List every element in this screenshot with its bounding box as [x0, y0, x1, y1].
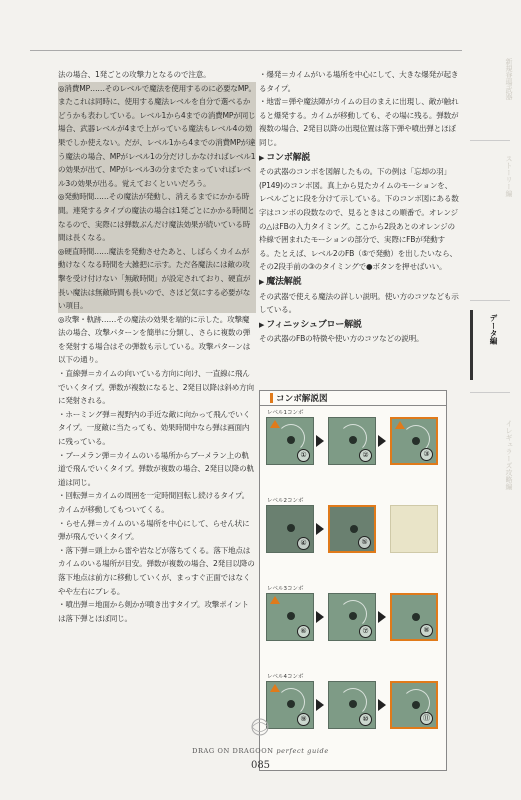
character-figure [349, 700, 357, 708]
combo-screenshot [266, 593, 314, 641]
paragraph-stiffness-time: ◎硬直時間……魔法を発動させたあと、しばらくカイムが動けなくなる時間を大雑把に示す。ただ各魔法には敵の攻撃を受け付けない「無敵時間」が設定されており、硬直が長い魔法は無敵時間も長いので、さほど気にする必要がない項目。 [58, 245, 256, 313]
arrow-right-icon [316, 699, 324, 711]
paragraph-attack: ◎攻撃・軌跡……その魔法の効果を端的に示した。攻撃魔法の場合、攻撃パターンを簡単に分類し、さらに複数の弾を発射する場合はその弾数も示している。攻撃パターンは以下の通り。 [58, 314, 251, 365]
step-number: ⑩ [359, 713, 372, 726]
footer-title-main: DRAG ON DRAGOON [192, 747, 274, 755]
section-heading [259, 319, 459, 333]
arrow-right-icon [378, 699, 386, 711]
sidebar-tab-irregulars: イレギュラーズ攻略編 [505, 420, 513, 490]
empty-slot [390, 505, 438, 553]
character-figure [287, 436, 295, 444]
warning-triangle-icon [270, 596, 280, 604]
step-number: ⑤ [358, 536, 371, 549]
combo-screenshot [390, 593, 438, 641]
list-item: ・爆発＝カイムがいる場所を中心にして、大きな爆発が起きるタイプ。 [259, 70, 459, 93]
warning-triangle-icon [395, 421, 405, 429]
triangle-icon: ▶ [259, 320, 265, 329]
sidebar-divider [470, 140, 510, 141]
section-body: その武器のFBの特徴や使い方のコツなどの説明。 [259, 334, 424, 344]
left-column [58, 68, 256, 625]
footer-book-title [0, 747, 521, 755]
paragraph: 法の場合、1発ごとの攻撃力となるので注意。 [58, 70, 211, 79]
list-item: ・回転弾＝カイムの周囲を一定時間回転し続けるタイプ。カイムが移動してもついてくる。 [58, 491, 250, 514]
character-figure [287, 524, 295, 532]
triangle-icon: ▶ [259, 153, 265, 162]
arrow-right-icon [378, 435, 386, 447]
warning-triangle-icon [270, 684, 280, 692]
triangle-icon: ▶ [259, 277, 265, 286]
combo-screenshot [328, 593, 376, 641]
list-item: ・らせん弾＝カイムのいる場所を中心にして、らせん状に弾が飛んでいくタイプ。 [58, 518, 250, 542]
character-figure [349, 436, 357, 444]
combo-screenshot [266, 417, 314, 465]
step-number: ② [359, 449, 372, 462]
paragraph-mp: ◎消費MP……そのレベルで魔法を使用するのに必要なMP。またこれは同時に、使用する魔法レベルを自分で選べるかどうかも表わしている。レベル1から4までの消費MPが同じ場合、武器レベルが4まで上がっている魔法もレベル4の効果でしか使えない。だが、レベル1から4までの消費MPが違う魔法の場合、MPがレベル1の分だけしかなければレベル1の効果が出て、MPがレベル3の分までたまっていればレベル3の効果が出る。覚えておくといいだろう。 [58, 82, 256, 191]
section-heading-text: 魔法解説 [266, 276, 302, 287]
sidebar-tab-new-weapons: 新規登場武器 [505, 58, 513, 100]
combo-screenshot [328, 681, 376, 729]
section-body: その武器のコンボを図解したもの。下の例は「忘却の羽」(P149)のコンボ図。真上から見たカイムのモーションを、レベルごとに段を分けて示している。下のコンボ図にある数字はコンボの段数なので、見るときはこの順番で。オレンジの△はFBの入力タイミング。ここから2段あとのオレンジの枠線で囲まれたモーションの部分で、実際にFBが発動する。たとえば、レベル2のFB（⑤で発動）を出したいなら、その2段手前の③のタイミングで●ボタンを押せばいい。 [259, 167, 459, 272]
step-number: ⑥ [297, 625, 310, 638]
level-label: レベル1コンボ [267, 410, 304, 416]
combo-screenshot [328, 417, 376, 465]
section-heading-text: フィニッシュブロー解説 [266, 319, 362, 330]
sidebar-tab-story: ストーリー編 [505, 155, 513, 197]
section-heading [259, 152, 459, 166]
crest-icon [248, 716, 272, 738]
combo-screenshot [266, 505, 314, 553]
list-item: ・ブーメラン弾＝カイムのいる場所からブーメラン上の軌道で飛んでいくタイプ。弾数が複数の場合、2発目以降の軌道は同じ。 [58, 450, 254, 487]
character-figure [349, 612, 357, 620]
character-figure [412, 437, 420, 445]
list-item: ・地雷＝弾や魔法陣がカイムの目のまえに出現し、敵が触れると爆発する。カイムが移動しても、その場に残る。弾数が複数の場合、2発目以降の出現位置は落下弾や噴出弾とほぼ同じ。 [259, 97, 459, 147]
combo-screenshot [390, 681, 438, 729]
combo-diagram [259, 390, 447, 771]
section-heading-text: コンボ解説 [266, 152, 311, 163]
accent-bar [270, 393, 273, 403]
step-number: ① [297, 449, 310, 462]
list-item: ・直線弾＝カイムの向いている方向に向け、一直線に飛んでいくタイプ。弾数が複数になると、2発目以降は斜め方向に発射される。 [58, 369, 254, 406]
combo-screenshot [390, 417, 438, 465]
character-figure [287, 700, 295, 708]
sidebar-tab-data-active [470, 310, 510, 380]
combo-screenshot [328, 505, 376, 553]
list-item: ・落下弾＝頭上から雷や岩などが落ちてくる。落下地点はカイムのいる場所が目安。弾数が複数の場合、2発目以降の落下地点は前方に移動していくが、まっすぐ正面ではなくやや左右にブレる。 [58, 545, 255, 596]
level-label: レベル2コンボ [267, 498, 304, 504]
paragraph-activation-time: ◎発動時間……その魔法が発動し、消えるまでにかかる時間。連発するタイプの魔法の場合は1発ごとにかかる時間となるので、実際には弾数ぶんだけ魔法効果が続いている時間は長くなる。 [58, 190, 256, 244]
arrow-right-icon [316, 435, 324, 447]
character-figure [350, 525, 358, 533]
arrow-right-icon [316, 523, 324, 535]
sidebar-divider [470, 392, 510, 393]
step-number: ③ [420, 448, 433, 461]
step-number: ⑦ [359, 625, 372, 638]
sidebar-tab-data-label: データ編 [489, 314, 498, 345]
sidebar-divider [470, 300, 510, 301]
character-figure [412, 701, 420, 709]
step-number: ⑪ [420, 712, 433, 725]
warning-triangle-icon [270, 420, 280, 428]
list-item: ・噴出弾＝地面から剣かが噴き出すタイプ。攻撃ポイントは落下弾とほぼ同じ。 [58, 600, 249, 623]
step-number: ④ [297, 537, 310, 550]
section-heading [259, 276, 459, 290]
footer-title-sub: perfect guide [276, 747, 329, 755]
arrow-right-icon [378, 611, 386, 623]
diagram-header [260, 391, 446, 406]
character-figure [412, 613, 420, 621]
level-label: レベル4コンボ [267, 674, 304, 680]
top-rule [30, 50, 462, 51]
section-body: その武器で使える魔法の詳しい説明。使い方のコツなども示している。 [259, 291, 459, 315]
active-tab-bar [470, 310, 473, 380]
diagram-title: コンボ解説図 [276, 394, 328, 404]
step-number: ⑧ [420, 624, 433, 637]
character-figure [287, 612, 295, 620]
step-number: ⑨ [297, 713, 310, 726]
level-label: レベル3コンボ [267, 586, 304, 592]
page-number: 085 [250, 760, 271, 771]
list-item: ・ホーミング弾＝視野内の手近な敵に向かって飛んでいくタイプ。一度敵に当たっても、効果時間中なら弾は画面内に残っている。 [58, 409, 251, 447]
arrow-right-icon [316, 611, 324, 623]
right-column [259, 68, 459, 346]
combo-screenshot [266, 681, 314, 729]
